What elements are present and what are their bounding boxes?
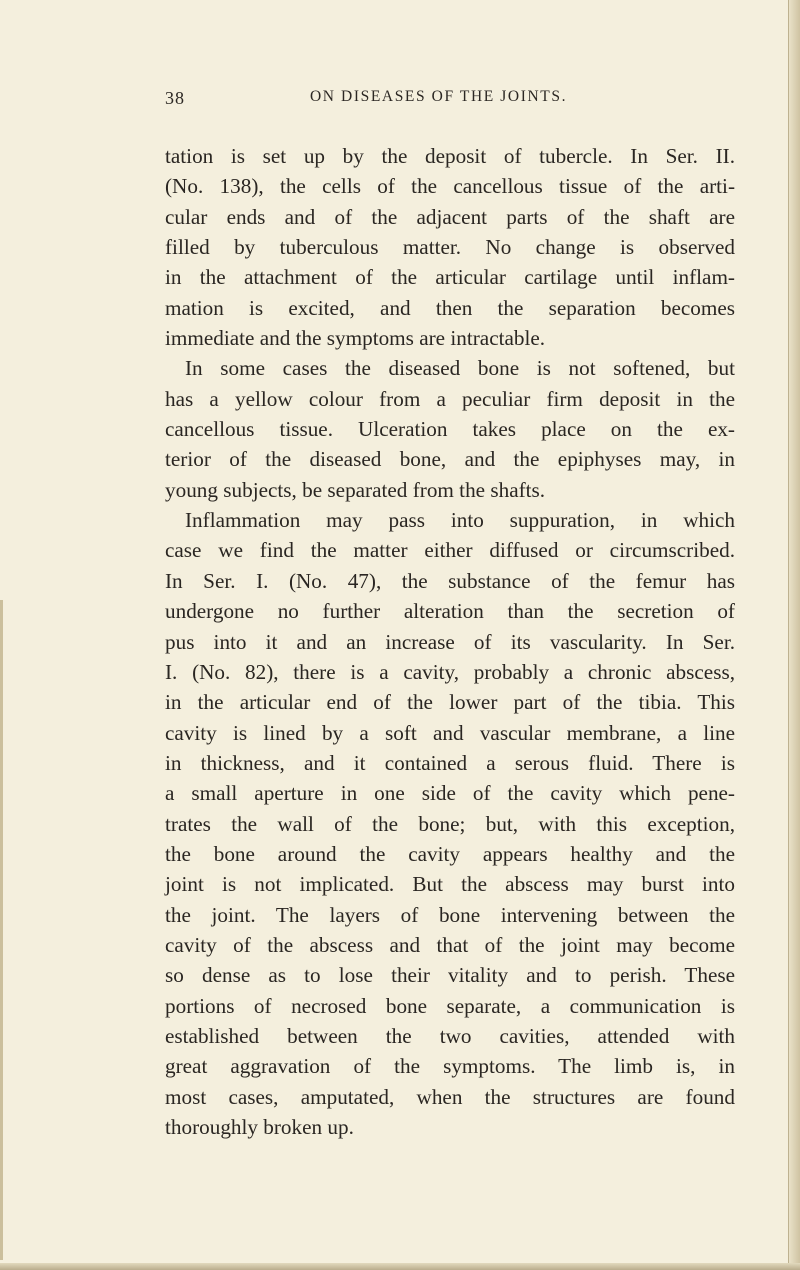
- text-line: in thickness, and it contained a serous fluid. There is: [165, 750, 735, 775]
- text-line: great aggravation of the symptoms. The limb is, in: [165, 1054, 735, 1079]
- page-edge-right: [788, 0, 800, 1270]
- text-line: in the articular end of the lower part of the tibia. This: [165, 690, 735, 715]
- text-line: tation is set up by the deposit of tubercle. In Ser. II.: [165, 144, 735, 168]
- text-line: cancellous tissue. Ulceration takes place on the ex-: [165, 417, 735, 442]
- text-line: In Ser. I. (No. 47), the substance of the femur has: [165, 568, 735, 593]
- text-line: young subjects, be separated from the shafts.: [165, 477, 546, 502]
- text-line: has a yellow colour from a peculiar firm deposit in the: [165, 386, 735, 411]
- running-head: ON DISEASES OF THE JOINTS.: [310, 88, 568, 105]
- text-line: undergone no further alteration than the secretion of: [165, 599, 735, 624]
- page-header: [0, 88, 800, 118]
- text-line: terior of the diseased bone, and the epiphyses may, in: [165, 447, 735, 472]
- text-line: portions of necrosed bone separate, a communication is: [165, 993, 735, 1018]
- text-line: a small aperture in one side of the cavity which pene-: [165, 781, 735, 806]
- text-line: mation is excited, and then the separation becomes: [165, 295, 735, 320]
- text-line: established between the two cavities, attended with: [165, 1023, 735, 1048]
- text-line: (No. 138), the cells of the cancellous tissue of the arti-: [165, 174, 735, 199]
- text-line: cavity is lined by a soft and vascular membrane, a line: [165, 720, 735, 745]
- text-line: immediate and the symptoms are intractable.: [165, 326, 546, 351]
- text-line: cular ends and of the adjacent parts of the shaft are: [165, 204, 735, 229]
- paragraph-first-line: In some cases the diseased bone is not softened, but: [185, 356, 735, 381]
- page-edge-bottom: [0, 1263, 800, 1270]
- text-line: pus into it and an increase of its vascularity. In Ser.: [165, 629, 735, 654]
- page-number: 38: [165, 88, 185, 108]
- text-line: joint is not implicated. But the abscess may burst into: [165, 872, 735, 897]
- text-line: cavity of the abscess and that of the joint may become: [165, 932, 735, 957]
- text-line: thoroughly broken up.: [165, 1115, 354, 1139]
- text-line: so dense as to lose their vitality and to perish. These: [165, 963, 735, 988]
- text-line: in the attachment of the articular cartilage until inflam-: [165, 265, 735, 290]
- text-line: the bone around the cavity appears healthy and the: [165, 841, 735, 866]
- text-line: most cases, amputated, when the structures are found: [165, 1084, 735, 1109]
- page-edge-left: [0, 600, 3, 1260]
- text-line: filled by tuberculous matter. No change is observed: [165, 235, 735, 260]
- text-line: I. (No. 82), there is a cavity, probably a chronic abscess,: [165, 659, 735, 684]
- text-line: case we find the matter either diffused or circumscribed.: [165, 538, 735, 563]
- text-line: trates the wall of the bone; but, with this exception,: [165, 811, 735, 836]
- body-text: [165, 141, 735, 1142]
- text-line: the joint. The layers of bone intervening between the: [165, 902, 735, 927]
- paragraph-first-line: Inflammation may pass into suppuration, in which: [185, 508, 735, 533]
